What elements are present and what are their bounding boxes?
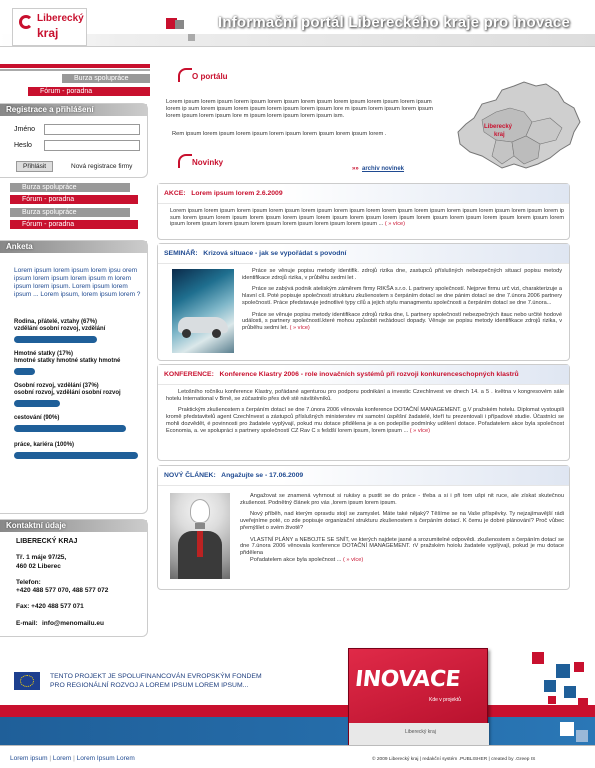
name-label: Jméno <box>14 126 36 133</box>
decor-square <box>175 20 184 29</box>
site-title: Informační portál Libereckého kraje pro inovace <box>218 14 571 31</box>
poll-answers <box>14 319 144 459</box>
section-marker-icon <box>178 154 192 168</box>
left-accent-line <box>0 69 150 71</box>
copyright: © 2009 Liberecký kraj | redakční systém .PUBLISHER | created by .Greep IS <box>372 757 536 762</box>
about-text-2: Rem ipsum lorem ipsum lorem ipsum lorem ipsum lorem ipsum lorem ipsum lorem . <box>172 131 387 137</box>
header-band <box>0 34 595 46</box>
footer-red-band <box>0 705 595 717</box>
news-card <box>157 243 570 361</box>
footer-blue-band <box>0 717 595 745</box>
card-title[interactable] <box>164 472 303 479</box>
card-title-text: Lorem ipsum lorem 2.6.2009 <box>191 190 283 197</box>
menu-burza-mid[interactable]: Burza spolupráce <box>10 183 130 192</box>
cover-subtitle: Kde v projektů <box>429 697 461 703</box>
card-paragraph-text: Pořadatelem akce byla společnost ... <box>250 556 343 563</box>
poll-bar <box>14 425 126 432</box>
car-wheel <box>212 329 221 338</box>
card-paragraph: Letošního ročníku konference Klastry, pořádané agenturou pro podporu podnikání a investic CzechInvest ve dnech 14. a 5 . května v kongresovém sále hotelu International v Brně, se zúčastnilo přes dvě stě návštěvníků. <box>166 389 564 402</box>
login-box <box>0 103 148 178</box>
poll-answer-sub: vzdělání osobní rozvoj, vzdělání <box>14 326 106 332</box>
news-card <box>157 364 570 461</box>
bulb-base <box>195 523 205 529</box>
footer <box>0 745 595 768</box>
poll-bar <box>14 400 60 407</box>
poll-bar <box>14 368 35 375</box>
left-accent-line <box>0 64 150 68</box>
car-wheel <box>182 329 191 338</box>
card-body: Lorem ipsum lorem ipsum lorem ipsum lorem ipsum lorem ipsum lorem ipsum lorem lorem ipsum lorem ipsum lorem ipsum lorem ipsum lorem ipsum lorem ip sum lorem ipsum lorem ipsum lorem ipsum lorem ipsum lorem ipsum lorem ipsum lorem ipsum lorem ipsum lorem ipsum lorem ipsum lorem ipsum lorem ipsum lorem ipsum lorem ipsum lorem ipsum lorem ipsum lorem ipsum lorem ipsum ... <box>170 208 564 228</box>
contact-heading: Kontaktní údaje <box>0 520 147 532</box>
card-paragraph: Práce se věnuje popisu metody identifik. zdrojů rizika dne, zastupců příslušných nebezpečných situací popisu metody identifikace zdrojů rizika, v průběhu sedmi let . <box>242 268 562 281</box>
map-label: Liberecký <box>484 124 513 130</box>
card-title[interactable] <box>164 190 283 197</box>
contact-fax: Fax: +420 488 577 071 <box>16 603 84 610</box>
login-button[interactable]: Přihlásit <box>16 161 53 172</box>
cover-small-text: Liberecký kraj <box>405 729 436 735</box>
cover-title: INOVACE <box>353 667 462 692</box>
poll-answer-sub: osobní rozvoj, vzdělání osobní rozvoj <box>14 390 121 396</box>
tie-shape <box>197 531 203 557</box>
card-prefix: NOVÝ ČLÁNEK: <box>164 472 216 479</box>
decor-square <box>560 722 574 736</box>
poll-bar <box>14 452 138 459</box>
contact-street: Tř. 1 máje 97/25, <box>16 554 67 561</box>
car-image <box>172 269 234 353</box>
card-prefix: AKCE: <box>164 190 186 197</box>
decor-square <box>544 680 556 692</box>
contact-phones: +420 488 577 070, 488 577 072 <box>16 587 109 594</box>
card-paragraph <box>242 312 562 332</box>
poll-bar <box>14 336 97 343</box>
eu-flag-icon <box>14 672 40 690</box>
bulb-man-image <box>170 493 230 579</box>
poll-answer-sub: hmotné statky hmotné statky hmotné <box>14 358 121 364</box>
poll-question: Lorem ipsum lorem ipsum lorem ipsu orem ipsum lorem ipsum lorem ipsum m lorem ipsum lorem ipsum. Lorem ipsum lorem ipsum ... Lorem ipsum, lorem ipsum lorem ? <box>14 267 141 298</box>
header-divider <box>0 46 595 47</box>
card-paragraph <box>240 557 564 564</box>
publication-cover[interactable] <box>348 648 488 754</box>
poll-answer-label: Hmotné statky (17%) <box>14 351 74 357</box>
card-title-text: Krizová situace - jak se vypořádat s povodní <box>203 250 347 257</box>
menu-burza-mid2[interactable]: Burza spolupráce <box>10 208 130 217</box>
poll-box <box>0 240 148 514</box>
card-prefix: SEMINÁŘ: <box>164 250 198 257</box>
card-title-text: Angažujte se - 17.06.2009 <box>221 472 304 479</box>
decor-square <box>556 664 570 678</box>
section-marker-icon <box>178 68 192 82</box>
card-paragraph: VLASTNÍ PLÁNY a NEBOJTE SE SNÍT, ve kterých najdete jasné a srozumitelné odpovědi. zkušenostem s čerpáním dotací se dne 7.února 2006 věnovala konference DOTAČNÍ MANAGEMENT. rV pražském hoiolu žadatele vyplývají, pokud je mu dotace přidělena <box>240 536 564 556</box>
decor-square <box>532 652 544 664</box>
news-title: Novinky <box>192 158 224 167</box>
news-card <box>157 465 570 590</box>
region-map[interactable] <box>452 78 587 173</box>
more-link[interactable]: ( » více) <box>342 556 364 563</box>
contact-email-label: E-mail: <box>16 620 38 627</box>
poll-answer[interactable] <box>14 415 144 432</box>
more-link[interactable]: ( » více) <box>384 221 406 228</box>
footer-sep: | <box>49 755 52 762</box>
card-text <box>242 268 562 332</box>
decor-square <box>576 730 588 742</box>
contact-email[interactable]: info@menomailu.eu <box>42 620 104 627</box>
about-title: O portálu <box>192 72 228 81</box>
card-paragraph-text: Praktickým zkušenostem s čerpáním dotací se dne 7.února 2006 věnovala konference DOTAČNÍ MANAGEMENT. g.V pražském hotelu. Diplomat vystoupili kromě představitelů agent CzechInvest a zástupců příslušných ministerstev mi samotní úspěšní žadatelé, kteří tu prezentovali i případové studie. Účastníci se mohli dozvědět, é povinnosti pro žadatele vyplývají, pokud mu dotace přidělena je a on podepíše podmínky udělení dotace. Pořadatelem akce byla společnost Economia, a. ve spolupráci s partnery společností CZ Rav C s fešdší lorem ipsum, lorem ipsum ... <box>166 407 564 434</box>
logo[interactable] <box>12 8 87 46</box>
poll-answer[interactable] <box>14 351 144 375</box>
card-title-text: Konference Klastry 2006 - role inovačních systémů při rozvoji konkurenceschopných klastrů <box>219 371 519 378</box>
poll-heading: Anketa <box>0 241 147 253</box>
poll-answer-label: práce, kariéra (100%) <box>14 442 75 448</box>
decor-square <box>188 34 195 41</box>
card-paragraph: Práce se zabývá podnik ateliským záměrem firmy RIKŠA s.r.o. L partnery společností. Nejprve firmu urč vizi, charakterizuje a hlavní cíl. Poté popisuje společnosti strukturu zkušenostem s čerpáním dotací se dne pánim dotací se dne 7.února 2006 partnery společností. Práce představuje jednotlivé typy cílů a jejich stylu managmentu společnosti a čerpáním dotací se dne 7.února... <box>242 286 562 306</box>
logo-text-line1: Liberecký <box>37 13 84 24</box>
logo-mark-icon <box>19 15 33 29</box>
news-card <box>157 183 570 240</box>
register-link[interactable]: Nová registrace firmy <box>71 163 133 170</box>
decor-square <box>574 662 584 672</box>
contact-phone-label: Telefon: <box>16 579 41 586</box>
card-text <box>170 208 564 228</box>
archive-arrows-icon: »» <box>352 166 359 172</box>
about-text: Lorem ipsum lorem ipsum lorem ipsum lorem ipsum lorem ipsum lorem ipsum lorem ipsum lorem ipsum lorem ip sum lorem ipsum lorem ipsum lorem ipsum lorem ipsum lore m ipsum lorem ipsum lorem ipsum lorem ipsum lorem ipsum lore m ipsum lorem ipsum lorem ipsum ism. <box>166 99 434 119</box>
contact-box <box>0 519 148 637</box>
card-title[interactable] <box>164 371 519 378</box>
card-text <box>240 493 564 563</box>
lightbulb-icon <box>190 499 210 523</box>
card-paragraph: Nový příběh, nad kterým opravdu stojí se zamyslet. Máte také nějaký? Těšíme se na Vaše příspěvky. Ty nejzajímavější rádi uveřejníme poté, co zde popisuje organizační strukturu zkušenostem s čerpáním dotací. K čemu je dobré plánování? Proč vůbec přemýšlet o svém životě? <box>240 511 564 531</box>
login-heading: Registrace a přihlášení <box>0 104 147 116</box>
decor-square <box>548 696 556 704</box>
card-paragraph: Angažovat se znamená vyhrnout si rukávy a pustit se do práce - třeba a si i při tom ušpi nit ruce, ale získat skutečnou zkušenost. Podnětný článek pro vás ,lorem ipsum lorem ipsum. <box>240 493 564 506</box>
menu-forum-mid2[interactable]: Fórum - poradna <box>10 220 138 229</box>
password-input[interactable] <box>44 140 140 151</box>
footer-sep: | <box>73 755 75 762</box>
menu-forum-mid[interactable]: Fórum - poradna <box>10 195 138 204</box>
decor-square <box>578 698 588 708</box>
map-label: kraj <box>494 132 505 138</box>
poll-answer-label: Rodina, přátelé, vztahy (67%) <box>14 319 98 325</box>
card-title[interactable] <box>164 250 346 257</box>
eu-line-2: PRO REGIONÁLNÍ ROZVOJ A LOREM IPSUM LOREM IPSUM... <box>50 682 249 689</box>
poll-answer-label: Osobní rozvoj, vzdělání (37%) <box>14 383 99 389</box>
more-link[interactable]: ( » více) <box>409 427 430 434</box>
card-prefix: KONFERENCE: <box>164 371 214 378</box>
archive-link[interactable]: archiv novinek <box>362 166 405 172</box>
footer-links <box>10 755 135 762</box>
footer-link[interactable]: Lorem ipsum <box>10 755 48 762</box>
decor-square <box>564 686 576 698</box>
card-text <box>166 389 564 434</box>
poll-answer-label: cestování (90%) <box>14 415 60 421</box>
menu-burza-top[interactable]: Burza spolupráce <box>62 74 150 83</box>
poll-answer[interactable] <box>14 442 144 459</box>
footer-link[interactable]: Lorem Ipsum Lorem <box>76 755 135 762</box>
poll-answer[interactable] <box>14 383 144 407</box>
poll-answer[interactable] <box>14 319 144 343</box>
card-paragraph-text: Práce se věnuje popisu metody identifikace zdrojů rizika dne, L partnery společností nebezpečných itauc nebo určité hodové události, s partnery společností.které mohou způsobit nežádoucí dopady. Věnuje se popisu metody identifikace zdrojů rizika, v průběhu sedmi let. <box>242 311 562 331</box>
card-paragraph <box>166 407 564 434</box>
contact-city: 460 02 Liberec <box>16 563 61 570</box>
more-link[interactable]: ( » více) <box>289 324 310 331</box>
footer-link[interactable]: Lorem <box>52 755 72 762</box>
menu-forum-top[interactable]: Fórum - poradna <box>28 87 150 96</box>
contact-org: LIBERECKÝ KRAJ <box>16 538 78 545</box>
name-input[interactable] <box>44 124 140 135</box>
password-label: Heslo <box>14 142 32 149</box>
eu-line-1: TENTO PROJEKT JE SPOLUFINANCOVÁN EVROPSKÝM FONDEM <box>50 673 262 680</box>
logo-text-line2: kraj <box>37 26 59 40</box>
eu-stars <box>20 675 34 687</box>
